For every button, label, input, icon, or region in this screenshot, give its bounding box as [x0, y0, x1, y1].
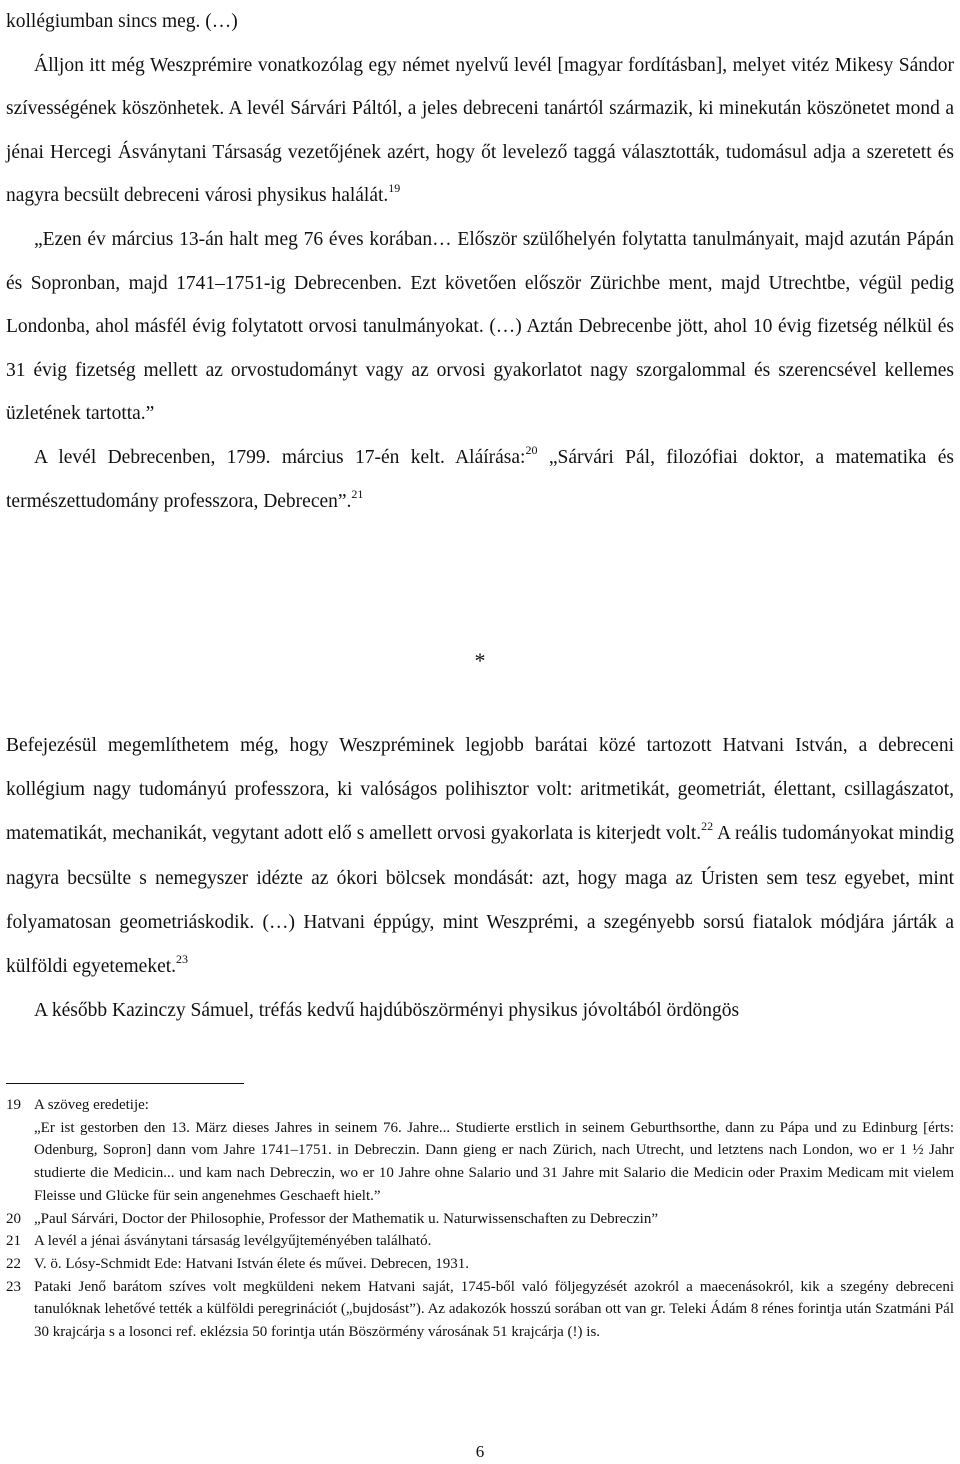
footnote-text: „Paul Sárvári, Doctor der Philosophie, Professor der Mathematik u. Naturwissenschaften zu Debreczin”	[34, 1210, 658, 1227]
footnote-text: „Er ist gestorben den 13. März dieses Jahres in seinem 76. Jahre... Studierte erstlich in seinem Geburthsorthe, dann zu Pápa und zu Edinburg [érts: Odenburg, Sopron] dann vom Jahre 1741–1751. in Debreczin. Dann gieng er nach Zürich, nach Utrecht, und letztens nach London, wo er 1 ½ Jahr studierte die Medicin... und kam nach Debreczin, wo er 10 Jahre ohne Salario und 31 Jahre mit Salario die Medicin oder Praxim Medicam mit vielem Fleisse und Glücke für sein angenehmes Geschaeft hielt.”	[34, 1119, 954, 1204]
paragraph-5-text-a: Befejezésül megemlíthetem még, hogy Weszpréminek legjobb barátai közé tartozott Hatvani István, a debreceni kollégium nagy tudományú professzora, ki valóságos polihisztor volt: aritmetikát, geometriát, élettant, csillagászatot, matematikát, mechanikát, vegytant adott elő s amellett orvosi gyakorlata is kiterjedt volt.	[6, 735, 954, 845]
paragraph-2	[6, 44, 954, 218]
paragraph-4-text-a: A levél Debrecenben, 1799. március 17-én kelt. Aláírása:	[34, 446, 526, 468]
footnote-ref-20[interactable]: 20	[525, 442, 538, 457]
footnote-number: 23	[6, 1278, 21, 1295]
footnote-ref-23[interactable]: 23	[176, 952, 189, 967]
footnote-ref-19[interactable]: 19	[388, 181, 401, 196]
paragraph-1-text: kollégiumban sincs meg. (…)	[6, 11, 238, 32]
paragraph-1	[6, 0, 954, 44]
footnote-19	[6, 1094, 954, 1117]
footnote-text: Pataki Jenő barátom szíves volt megküldeni nekem Hatvani saját, 1745-ből való följegyzését azokról a maecenásokról, kik a szegény debreceni tanulóknak lehetővé tették a külföldi peregrinációt („bujdosást”). Az adakozók hosszú sorában ott van gr. Teleki Ádám 8 rénes forintja után Szatmáni Pál 30 krajcárja s a losonci ref. eklézsia 50 forintja után Böszörmény városának 51 krajcárja (!) is.	[34, 1278, 954, 1341]
footnote-ref-21[interactable]: 21	[351, 486, 364, 501]
paragraph-2-text: Álljon itt még Weszprémire vonatkozólag egy német nyelvű levél [magyar fordításban], melyet vitéz Mikesy Sándor szívességének köszönhetek. A levél Sárvári Páltól, a jeles debreceni tanártól származik, ki minekután köszönetet mond a jénai Hercegi Ásványtani Társaság vezetőjének azért, hogy őt levelező taggá választották, tudomásul adja a szeretett és nagyra becsült debreceni városi physikus halálát.	[6, 54, 954, 207]
footnote-19-quote	[6, 1117, 954, 1208]
footnote-ref-22[interactable]: 22	[701, 819, 714, 834]
main-text-upper	[6, 0, 954, 523]
footnote-number: 22	[6, 1255, 21, 1272]
footnotes	[6, 1094, 954, 1344]
paragraph-6-text: A később Kazinczy Sámuel, tréfás kedvű hajdúböszörményi physikus jóvoltából ördöngös	[34, 1000, 740, 1022]
footnote-divider	[6, 1083, 244, 1084]
footnote-22	[6, 1253, 954, 1276]
footnote-number: 21	[6, 1233, 21, 1250]
footnote-text: A szöveg eredetije:	[34, 1097, 149, 1113]
paragraph-3-text: „Ezen év március 13-án halt meg 76 éves korában… Először szülőhelyén folytatta tanulmányait, majd azután Pápán és Sopronban, majd 1741–1751-ig Debrecenben. Ezt követően először Zürichbe ment, majd Utrechtbe, végül pedig Londonba, ahol másfél évig folytatott orvosi tanulmányokat. (…) Aztán Debrecenbe jött, ahol 10 évig fizetség nélkül és 31 évig fizetség mellett az orvostudományt vagy az orvosi gyakorlatot nagy szorgalommal és szerencsével kellemes üzletének tartotta.”	[6, 228, 954, 425]
footnote-text: A levél a jénai ásványtani társaság levélgyűjteményében található.	[34, 1233, 432, 1250]
main-text-lower	[6, 724, 954, 1033]
footnote-20	[6, 1208, 954, 1231]
paragraph-5-text-b: A reális tudományokat mindig nagyra becsülte s nemegyszer idézte az ókori bölcsek mondását: azt, hogy maga az Úristen sem tesz egyebet, mint folyamatosan geometriáskodik. (…) Hatvani éppúgy, mint Weszprémi, a szegényebb sorsú fiatalok módjára járták a külföldi egyetemeket.	[6, 823, 954, 978]
paragraph-6	[6, 989, 954, 1033]
page-number: 6	[475, 1442, 485, 1461]
paragraph-3-quote	[6, 218, 954, 436]
footnote-21	[6, 1230, 954, 1253]
paragraph-4	[6, 436, 954, 523]
footnote-number: 20	[6, 1210, 21, 1227]
footnote-number: 19	[6, 1097, 21, 1113]
paragraph-4-text-b: „Sárvári Pál, filozófiai doktor, a matematika és természettudomány professzora, Debrecen”.	[6, 446, 955, 512]
footnote-text: V. ö. Lósy-Schmidt Ede: Hatvani István élete és művei. Debrecen, 1931.	[34, 1255, 470, 1272]
paragraph-5	[6, 724, 954, 989]
footnote-23	[6, 1276, 954, 1344]
section-separator: *	[474, 648, 486, 673]
